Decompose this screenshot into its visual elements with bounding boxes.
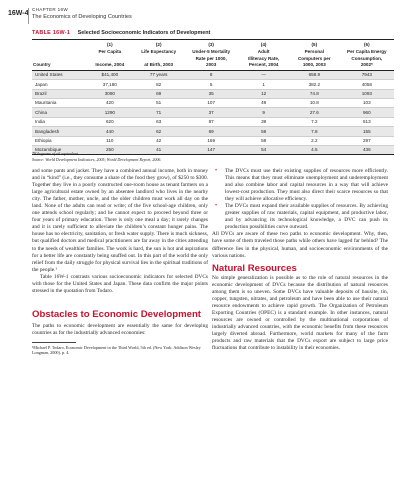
indicators-table [32, 39, 394, 155]
table-cell: Japan [32, 80, 86, 89]
table-cell: 9 [238, 108, 289, 117]
body-paragraph: and some pants and jacket. They have a combined annual income, both in money and in “kind” (i.e., they consume a share of the food they grow), of $250 to $300. Together they live in a poorly constructed one-room house as tenant farmers on a large agricultural estate owned by an absentee landlord who lives in the nearby city. The father, mother, uncle, and the older children must work all day on the land. None of the adults can read or write; of the five school-age children, only one attends school regularly; and he cannot expect to proceed beyond three or four years of primary education. There is only one meal a day; it rarely changes and it is rarely sufficient to alleviate the children’s constant hunger pains. The house has no electricity, sanitation, or fresh water supply. There is much sickness, but qualified doctors and medical practitioners are far away in the cities attending to the needs of wealthier families. The work is hard, the sun is hot and aspirations for a better life are constantly being snuffed out. In this part of the world the only relief from the daily struggle for physical survival lies in the spiritual traditions of the people.¹ [32, 168, 208, 273]
table-header-cell [86, 55, 133, 62]
table-header-cell: Personal [304, 49, 325, 55]
table-cell: 54 [238, 145, 289, 154]
table-cell: 39 [238, 117, 289, 126]
table-header-cell: Consumption, [351, 55, 383, 61]
footnote: ¹Michael P. Todaro, Economic Development in the Third World, 5th ed. (New York: Addison Wesley Longman, 2000), p. 4. [32, 344, 201, 356]
table-cell: 4058 [340, 80, 394, 89]
body-paragraph: The paths to economic development are essentially the same for developing countries as for the industrially advanced economies: [32, 322, 208, 336]
table-header-cell: Under-5 Mortality [192, 49, 231, 55]
header-divider [28, 8, 29, 24]
table-header-row [32, 49, 394, 56]
table-cell: Ethiopia [32, 136, 86, 145]
table-cell: 169 [184, 136, 238, 145]
table-cell: 62 [133, 127, 184, 136]
table-cell: 4.5 [289, 145, 340, 154]
table-header-cell: (4) [238, 40, 289, 49]
table-row [32, 108, 394, 117]
list-item-text: The DVCs must use their existing supplies of resources more efficiently. This means that they must eliminate unemployment and underemployment and also combine labor and capital resources in a way that will achieve lowest-cost production. They must also direct their scarce resources so that they will achieve allocative efficiency. [225, 168, 388, 203]
table-row [32, 70, 394, 79]
table-header-cell: Per Capita [98, 49, 122, 55]
table-cell: 7943 [340, 70, 394, 79]
table-cell: 58 [238, 136, 289, 145]
table-cell: 3090 [86, 89, 133, 98]
table-row [32, 145, 394, 154]
table-title [32, 30, 210, 36]
table-cell: 42 [133, 136, 184, 145]
table-cell: 658.9 [289, 70, 340, 79]
table-cell: 59 [238, 127, 289, 136]
table-header-cell: (1) [86, 40, 133, 49]
table-cell: 382.2 [289, 80, 340, 89]
table-cell: 1290 [86, 108, 133, 117]
table-header-cell: 2003 [184, 62, 238, 71]
table-cell: 69 [133, 89, 184, 98]
table-cell: 620 [86, 117, 133, 126]
table-header-cell: Per Capita Energy [347, 49, 387, 55]
body-paragraph: All DVCs are aware of these two paths to economic development. Why, then, have some of them traveled those paths while others have lagged far behind? The difference lies in the physical, human, and socioeconomic environments of the various nations. [212, 231, 388, 259]
table-cell: Bangladesh [32, 127, 86, 136]
right-column [212, 168, 388, 352]
table-cell: 12 [238, 89, 289, 98]
table-cell: 35 [184, 89, 238, 98]
table-cell: 7.2 [289, 117, 340, 126]
table-header-cell: (5) [289, 40, 340, 49]
table-cell: 63 [133, 117, 184, 126]
table-cell: — [238, 70, 289, 79]
table-header-cell [32, 55, 86, 62]
table-header-row [32, 55, 394, 62]
table-cell: Mauritania [32, 99, 86, 108]
table-cell: 7.8 [289, 127, 340, 136]
section-heading-natural-resources: Natural Resources [212, 262, 297, 274]
table-header-cell: at Birth, 2003 [133, 62, 184, 71]
list-item-text: The DVCs must expand their available supplies of resources. By achieving greater supplies of raw materials, capital equipment, and productive labor, and by advancing its technological knowledge, a DVC can push its production possibilities curve outward. [225, 203, 388, 231]
table-cell: 41 [133, 145, 184, 154]
table-header-cell: 1000, 2003 [289, 62, 340, 71]
table-note: *Kilograms of oil equivalent. [32, 151, 79, 156]
table-header-cell: Country [32, 62, 86, 71]
left-column [32, 168, 208, 355]
table-header-cell: Adult [257, 49, 270, 55]
table-cell: 69 [184, 127, 238, 136]
table-header-cell: (3) [184, 40, 238, 49]
table-row [32, 127, 394, 136]
footnote-divider [32, 342, 76, 343]
table-header-row [32, 62, 394, 71]
table-header-cell [32, 40, 86, 49]
table-cell: India [32, 117, 86, 126]
table-row [32, 89, 394, 98]
table-cell: 250 [86, 145, 133, 154]
table-cell: 5 [184, 80, 238, 89]
bullet-icon: • [215, 168, 218, 174]
bullet-list [212, 168, 388, 231]
body-paragraph: No simple generalization is possible as to the role of natural resources in the economic development of DVCs because the distribution of natural resources among them is so uneven. Some DVCs have valuable deposits of bauxite, tin, copper, tungsten, nitrates, and petroleum and have been able to use their natural resource endowments to achieve rapid growth. The Organization of Petroleum Exporting Countries (OPEC) is a standard example. In other instances, natural resources are owned or controlled by the multinational corporations of industrially advanced countries, with the economic benefits from these resources largely diverted abroad. Furthermore, world markets for many of the farm products and raw materials that the DVCs export are subject to large price fluctuations that contribute to instability in their economies. [212, 274, 388, 352]
table-cell: $41,400 [86, 70, 133, 79]
table-cell: 71 [133, 108, 184, 117]
table-cell: Brazil [32, 89, 86, 98]
table-cell: 420 [86, 99, 133, 108]
table-header-cell: Percent, 2004 [238, 62, 289, 71]
table-header-cell: (2) [133, 40, 184, 49]
table-cell: 77 years [133, 70, 184, 79]
table-cell: 49 [238, 99, 289, 108]
page-number: 16W-4 [8, 10, 29, 17]
table-cell: 37 [184, 108, 238, 117]
table-cell: United States [32, 70, 86, 79]
table-header-cell: Life Expectancy [141, 49, 177, 55]
table-cell: 37,180 [86, 80, 133, 89]
table-cell: 1 [238, 80, 289, 89]
table-cell: 51 [133, 99, 184, 108]
table-header-cell: 2002* [340, 62, 394, 71]
table-cell: 1093 [340, 89, 394, 98]
table-row [32, 136, 394, 145]
bullet-icon: • [215, 203, 218, 210]
table-cell: 513 [340, 117, 394, 126]
table-row [32, 99, 394, 108]
table-cell: 82 [133, 80, 184, 89]
table-row [32, 117, 394, 126]
chapter-label: CHAPTER 16W [32, 7, 68, 12]
table-cell: 147 [184, 145, 238, 154]
table-cell: 110 [86, 136, 133, 145]
table-header-cell: Illiteracy Rate, [248, 55, 280, 61]
list-item [212, 203, 388, 231]
table-cell: China [32, 108, 86, 117]
table-cell: Mozambique [32, 145, 86, 154]
table-caption: Selected Socioeconomic Indicators of Development [77, 30, 211, 36]
table-cell: 27.6 [289, 108, 340, 117]
table-cell: 2.2 [289, 136, 340, 145]
table-header-cell [32, 49, 86, 56]
table-cell: 960 [340, 108, 394, 117]
table-header-cell [133, 55, 184, 62]
table-cell: 107 [184, 99, 238, 108]
table-cell: 436 [340, 145, 394, 154]
body-paragraph: Table 16W-1 contrasts various socioeconomic indicators for selected DVCs with those for the United States and Japan. These data confirm the major points stressed in the quotation from Todaro. [32, 273, 208, 294]
table-cell: 440 [86, 127, 133, 136]
table-cell: 87 [184, 117, 238, 126]
section-heading-obstacles: Obstacles to Economic Development [32, 308, 202, 320]
table-header-cell: Computers per [297, 55, 331, 61]
table-row [32, 80, 394, 89]
table-header-cell: Income, 2004 [86, 62, 133, 71]
table-cell: 103 [340, 99, 394, 108]
table-header-cell: (6) [340, 40, 394, 49]
table-source: Source: World Development Indicators, 2005; World Development Report, 2006. [32, 157, 162, 162]
book-title: The Economics of Developing Countries [32, 14, 132, 20]
list-item [212, 168, 388, 203]
table-header-numbers [32, 40, 394, 49]
table-cell: 74.8 [289, 89, 340, 98]
table-label: TABLE 16W-1 [32, 30, 71, 36]
table-cell: 8 [184, 70, 238, 79]
table-cell: 10.8 [289, 99, 340, 108]
table-cell: 297 [340, 136, 394, 145]
table-cell: 155 [340, 127, 394, 136]
table-header-cell: Rate per 1000, [195, 55, 227, 61]
